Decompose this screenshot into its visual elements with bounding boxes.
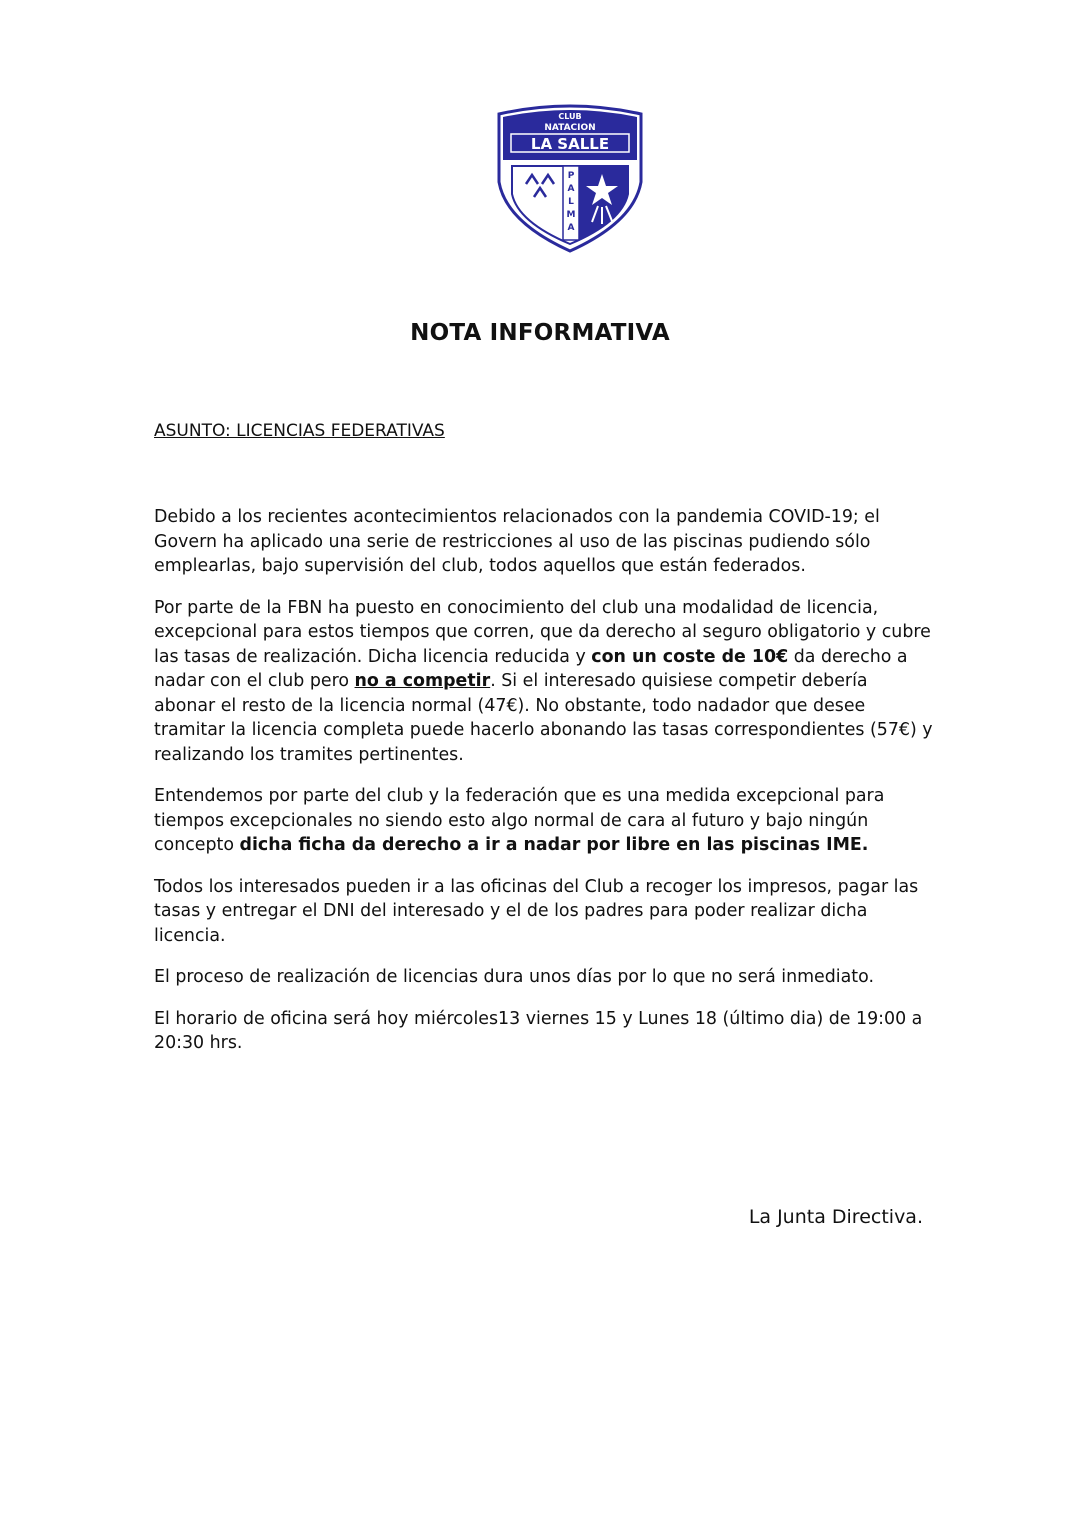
paragraph-3-text: Entendemos por parte del club y la federación que es una medida excepcional para tiempos excepcionales no siendo esto algo normal de cara al futuro y bajo ningún concepto (154, 786, 885, 855)
logo-letter-m: M (566, 210, 576, 220)
paragraph-5: El proceso de realización de licencias dura unos días por lo que no será inmediato. (154, 967, 874, 987)
paragraph-3-bold: dicha ficha da derecho a ir a nadar por libre en las piscinas IME. (239, 835, 869, 855)
logo-letter-l: L (568, 197, 574, 207)
paragraph-2-bold-underline: no a competir (354, 671, 491, 691)
logo-text-natacion: NATACION (544, 123, 596, 133)
paragraph-2-bold-cost: con un coste de 10€ (591, 646, 789, 667)
logo-text-club: CLUB (558, 112, 582, 121)
document-subject: ASUNTO: LICENCIAS FEDERATIVAS (154, 421, 445, 441)
logo-letter-p: P (567, 171, 575, 181)
paragraph-2-text-c: . Si el interesado quisiese competir debería abonar el resto de la licencia normal (47€). No obstante, todo nadador que desee tramitar la licencia completa puede hacerlo abonando las tasas correspondientes (57€) y realizando los tramites pertinentes. (154, 671, 933, 765)
paragraph-4: Todos los interesados pueden ir a las oficinas del Club a recoger los impresos, pagar las tasas y entregar el DNI del interesado y el de los padres para poder realizar dicha licencia. (154, 876, 919, 946)
document-body (154, 505, 934, 1073)
logo-letter-a1: A (567, 184, 575, 194)
paragraph-3 (154, 784, 934, 858)
logo-text-la-salle: LA SALLE (530, 135, 610, 153)
paragraph-2 (154, 596, 934, 768)
logo-letter-a2: A (567, 223, 575, 233)
paragraph-1: Debido a los recientes acontecimientos relacionados con la pandemia COVID-19; el Govern ha aplicado una serie de restricciones al uso de las piscinas pudiendo sólo emplearlas, bajo supervisión del club, todos aquellos que están federados. (154, 507, 880, 576)
document-title: NOTA INFORMATIVA (410, 320, 670, 346)
paragraph-6: El horario de oficina será hoy miércoles13 viernes 15 y Lunes 18 (último dia) de 19:00 a 20:30 hrs. (154, 1008, 923, 1053)
paragraph-2-text-a: Por parte de la FBN ha puesto en conocimiento del club una modalidad de licencia, excepcional para estos tiempos que corren, que da derecho al seguro obligatorio y cubre las tasas de realización. Dicha licencia reducida y (154, 597, 931, 667)
club-logo-shield (496, 104, 644, 254)
paragraph-2-text-b: da derecho a nadar con el club pero (154, 646, 908, 691)
signature: La Junta Directiva. (748, 1206, 923, 1228)
